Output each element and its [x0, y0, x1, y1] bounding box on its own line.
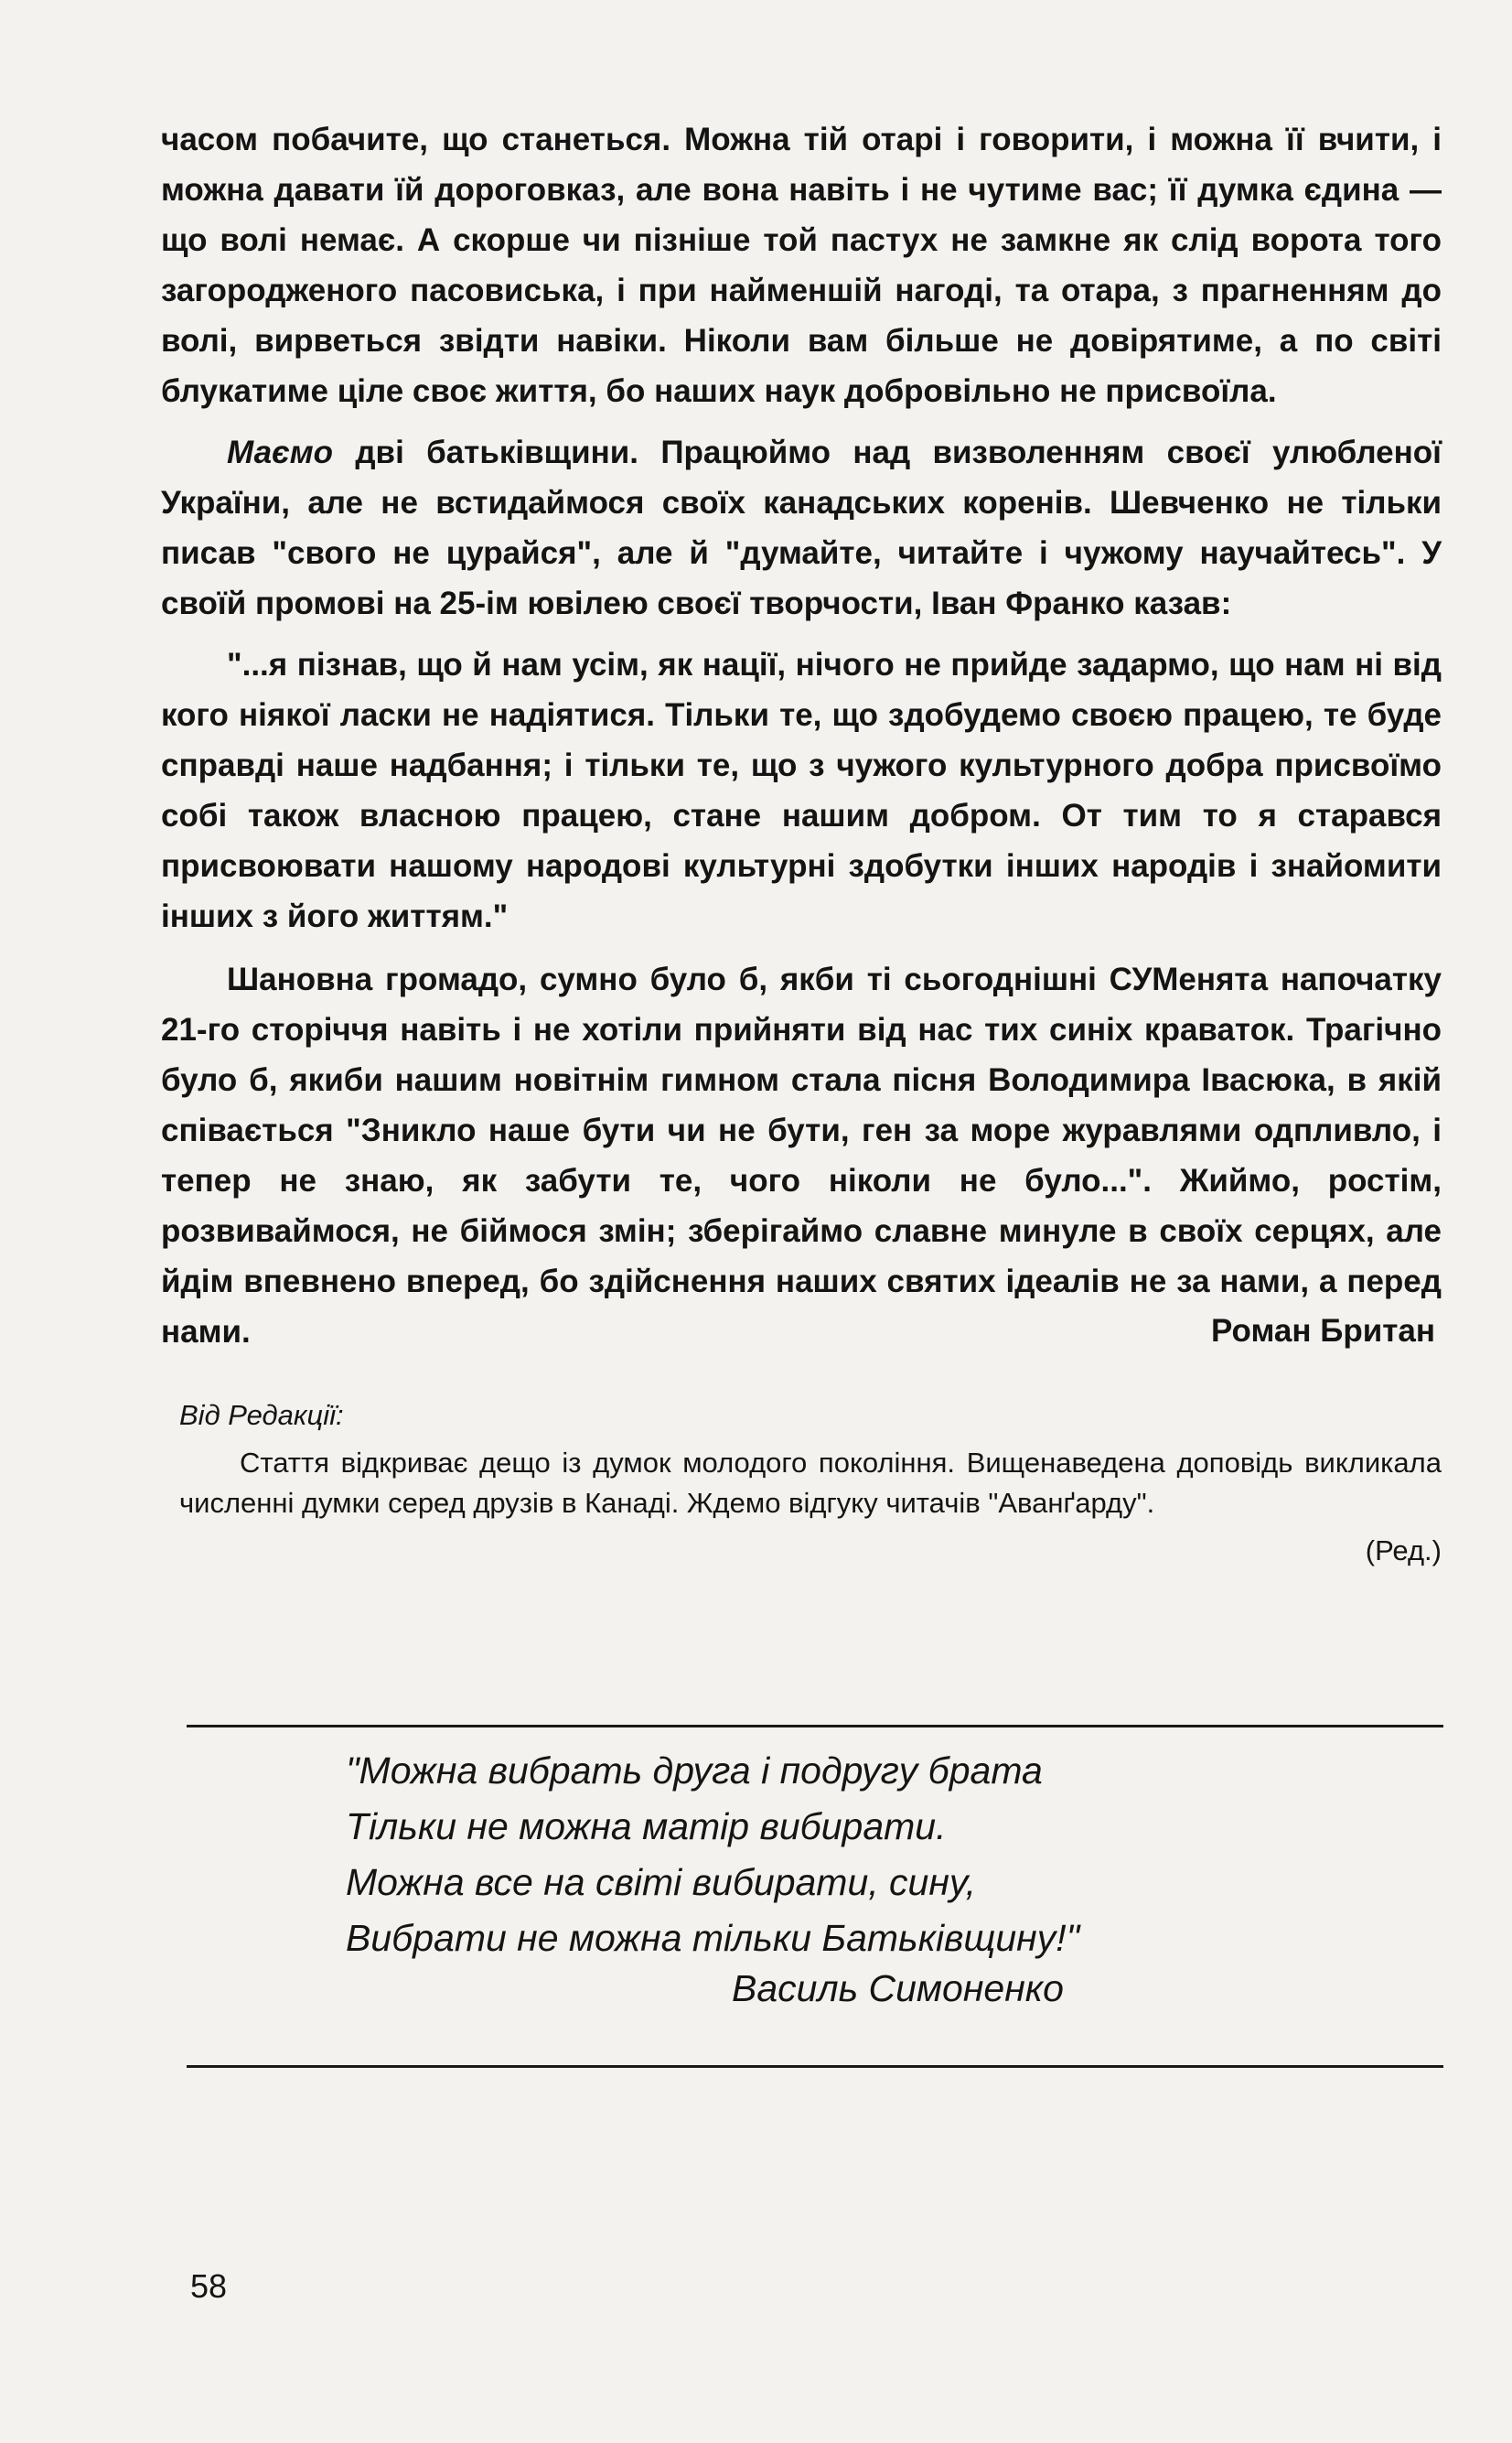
poem-author: Василь Симоненко — [732, 1967, 1064, 2009]
poem-bottom-rule — [187, 2065, 1443, 2068]
editor-note-heading: Від Редакції: — [179, 1399, 344, 1431]
article-paragraph-3: Шановна громадо, сумно було б, якби ті сьогоднішні СУМенята напочатку 21-го сторіччя навіть і не хотіли прийняти від нас тих синіх краваток. Трагічно було б, якиби нашим новітнім гимном стала пісня Володимира Івасюка, в якій співається "Зникло наше бути чи не бути, ген за море журавлями одпливло, і тепер не знаю, як забути те, чого ніколи не було...". Жиймо, ростім, розвиваймося, не біймося змін; зберігаймо славне минуле в своїх серцях, але йдім впевнено вперед, бо здійснення наших святих ідеалів не за нами, а перед нами. — [161, 962, 1442, 1350]
editor-note — [179, 1395, 1442, 1571]
poem-line: Можна все на світі вибирати, сину, — [346, 1861, 977, 1903]
poem-line: "Можна вибрать друга і подругу брата — [346, 1749, 1043, 1792]
poem — [346, 1743, 1079, 1966]
article-author: Роман Британ — [1211, 1313, 1435, 1349]
editor-note-body: Стаття відкриває дещо із думок молодого покоління. Вищенаведена доповідь викликала численні думки серед друзів в Канаді. Ждемо відгуку читачів "Аванґарду". — [179, 1447, 1442, 1519]
poem-line: Вибрати не можна тільки Батьківщину!" — [346, 1917, 1080, 1959]
paragraph-2-text: дві батьківщини. Працюймо над визволенням своєї улюбленої України, але не встидаймося своїх канадських коренів. Шевченко не тільки писав "свого не цурайся", але й "думайте, читайте і чужому научайтесь". У своїй промові на 25-ім ювілею своєї творчости, Іван Франко казав: — [161, 435, 1442, 621]
editor-note-signature: (Ред.) — [1365, 1534, 1442, 1566]
poem-top-rule — [187, 1725, 1443, 1727]
article-paragraph-1: часом побачите, що станеться. Можна тій отарі і говорити, і можна її вчити, і можна давати їй дороговказ, але вона навіть і не чутиме вас; її думка єдина — що волі немає. А скорше чи пізніше той пастух не замкне як слід ворота того загородженого пасовиська, і при найменшій нагоді, та отара, з прагненням до волі, вирветься звідти навіки. Ніколи вам більше не довірятиме, а по світі блукатиме ціле своє життя, бо наших наук добровільно не присвоїла. — [161, 122, 1442, 409]
article-paragraph-2 — [161, 427, 1442, 629]
article-body — [161, 114, 1442, 1368]
page-number: 58 — [190, 2267, 228, 2305]
poem-line: Тільки не можна матір вибирати. — [346, 1805, 947, 1847]
franko-quote: "...я пізнав, що й нам усім, як нації, нічого не прийде задармо, що нам ні від кого ніякої ласки не надіятися. Тільки те, що здобудемо своєю працею, те буде справді наше надбання; і тільки те, що з чужого культурного добра присвоїмо собі також власною працею, стане нашим добром. От тим то я старався присвоювати нашому народові культурні здобутки інших народів і знайомити інших з його життям." — [161, 647, 1442, 934]
emphasis-word: Маємо — [227, 435, 334, 470]
